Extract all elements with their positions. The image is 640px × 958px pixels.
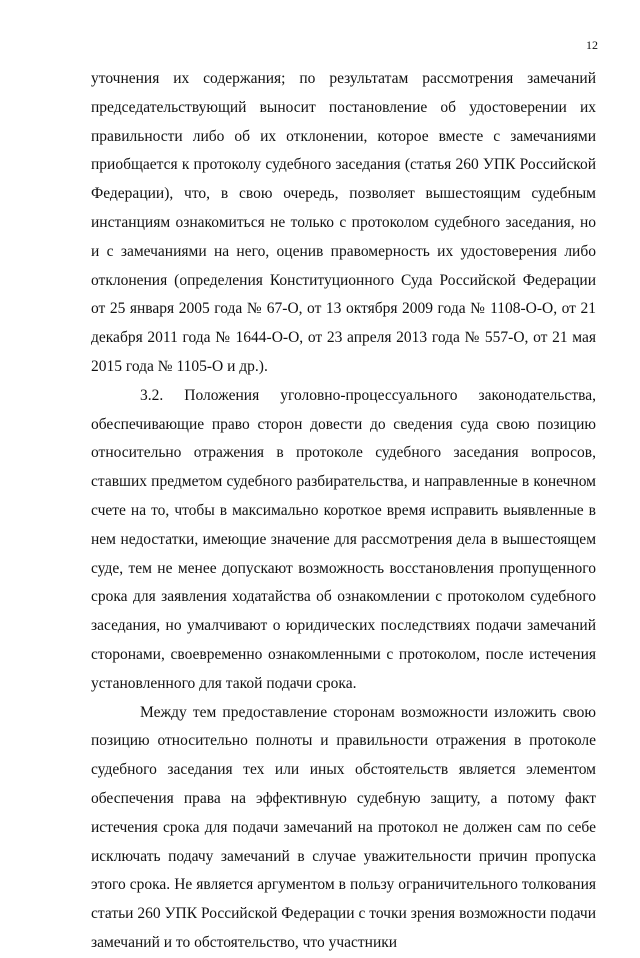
document-body [91,65,596,958]
page-number: 12 [586,38,598,52]
paragraph-continuation: уточнения их содержания; по результатам рассмотрения замечаний председательствующий выносит постановление об удостоверении их правильности либо об их отклонении, которое вместе с замечаниями приобщается к протоколу судебного заседания (статья 260 УПК Российской Федерации), что, в свою очередь, позволяет вышестоящим судебным инстанциям ознакомиться не только с протоколом судебного заседания, но и с замечаниями на него, оценив правомерность их удостоверения либо отклонения (определения Конституционного Суда Российской Федерации от 25 января 2005 года № 67-О, от 13 октября 2009 года № 1108-О-О, от 21 декабря 2011 года № 1644-О-О, от 23 апреля 2013 года № 557-О, от 21 мая 2015 года № 1105-О и др.). [91,70,596,375]
paragraph-section-3-2: 3.2. Положения уголовно-процессуального законодательства, обеспечивающие право сторон довести до сведения суда свою позицию относительно отражения в протоколе судебного заседания вопросов, ставших предметом судебного разбирательства, и направленные в конечном счете на то, чтобы в максимально короткое время исправить выявленные в нем недостатки, имеющие значение для рассмотрения дела в вышестоящем суде, тем не менее допускают возможность восстановления пропущенного срока для заявления ходатайства об ознакомлении с протоколом судебного заседания, но умалчивают о юридических последствиях подачи замечаний сторонами, своевременно ознакомленными с протоколом, после истечения установленного для такой подачи срока. [91,386,596,692]
paragraph-meanwhile: Между тем предоставление сторонам возможности изложить свою позицию относительно полноты и правильности отражения в протоколе судебного заседания тех или иных обстоятельств является элементом обеспечения права на эффективную судебную защиту, а потому факт истечения срока для подачи замечаний на протокол не должен сам по себе исключать подачу замечаний в случае уважительности причин пропуска этого срока. Не является аргументом в пользу ограничительного толкования статьи 260 УПК Российской Федерации с точки зрения возможности подачи замечаний и то обстоятельство, что участники [91,703,596,951]
